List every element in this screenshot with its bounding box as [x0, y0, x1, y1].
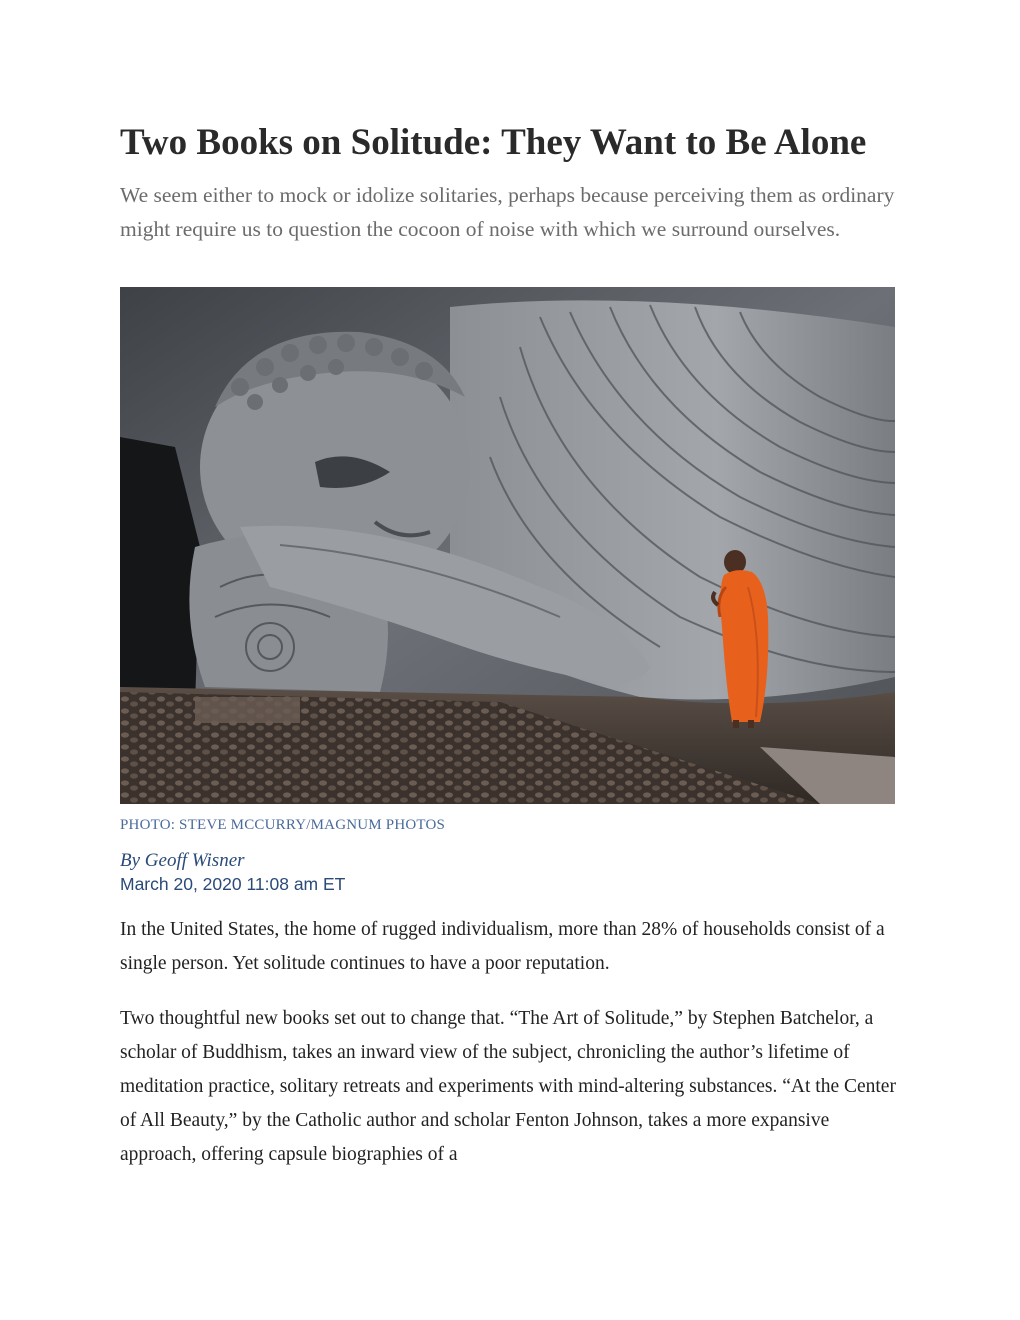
headline: Two Books on Solitude: They Want to Be Alone — [120, 122, 867, 163]
reclining-buddha-photo — [120, 287, 895, 804]
byline[interactable]: By Geoff Wisner — [120, 850, 245, 871]
body-paragraph-1: In the United States, the home of rugged individualism, more than 28% of households consist of a single person. Yet solitude continues to have a poor reputation. — [120, 919, 885, 974]
body-paragraph-2: Two thoughtful new books set out to change that. “The Art of Solitude,” by Stephen Batchelor, a scholar of Buddhism, takes an inward view of the subject, chronicling the author’s lifetime of meditation practice, solitary retreats and experiments with mind-altering substances. “At the Center of All Beauty,” by the Catholic author and scholar Fenton Johnson, takes a more expansive approach, offering capsule biographies of a — [120, 1008, 896, 1165]
dateline: March 20, 2020 11:08 am ET — [120, 874, 346, 894]
article-photo — [120, 287, 895, 804]
photo-credit: PHOTO: STEVE MCCURRY/MAGNUM PHOTOS — [120, 817, 446, 833]
article-dek: We seem either to mock or idolize solitaries, perhaps because perceiving them as ordinary might require us to question the cocoon of noise with which we surround ourselves. — [120, 183, 895, 241]
